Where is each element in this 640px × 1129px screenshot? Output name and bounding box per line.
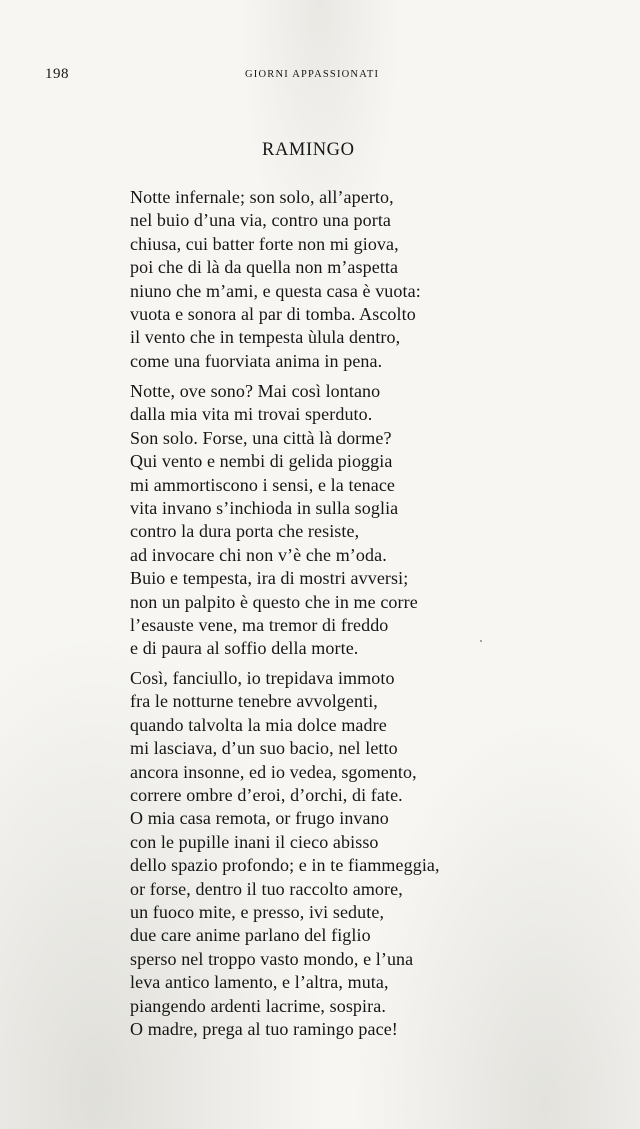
verse-line: non un palpito è questo che in me corre (130, 591, 418, 612)
verse-line: il vento che in tempesta ùlula dentro, (130, 327, 401, 348)
poem-title: RAMINGO (262, 140, 355, 160)
verse-line: Qui vento e nembi di gelida pioggia (130, 451, 393, 472)
verse-line: un fuoco mite, e presso, ivi sedute, (130, 902, 385, 923)
stanza-1 (130, 186, 421, 373)
verse-line: e di paura al soffio della morte. (130, 638, 359, 659)
verse-line: ancora insonne, ed io vedea, sgomento, (130, 761, 417, 782)
verse-line: dalla mia vita mi trovai sperduto. (130, 404, 373, 425)
verse-line: O madre, prega al tuo ramingo pace! (130, 1019, 398, 1040)
stanza-2 (130, 380, 418, 661)
verse-line: Notte infernale; son solo, all’aperto, (130, 187, 394, 207)
verse-line: ad invocare chi non v’è che m’oda. (130, 544, 387, 565)
verse-line: contro la dura porta che resiste, (130, 521, 360, 542)
verse-line: correre ombre d’eroi, d’orchi, di fate. (130, 785, 403, 806)
verse-line: come una fuorviata anima in pena. (130, 350, 383, 371)
verse-line: or forse, dentro il tuo raccolto amore, (130, 878, 403, 899)
page-header (45, 66, 395, 86)
verse-line: Buio e tempesta, ira di mostri avversi; (130, 568, 409, 589)
running-head: GIORNI APPASSIONATI (245, 69, 380, 80)
verse-line: fra le notturne tenebre avvolgenti, (130, 691, 378, 712)
verse-line: mi lasciava, d’un suo bacio, nel letto (130, 738, 398, 759)
verse-line: dello spazio profondo; e in te fiammeggia, (130, 855, 440, 876)
verse-line: quando talvolta la mia dolce madre (130, 714, 387, 735)
verse-line: due care anime parlano del figlio (130, 925, 371, 946)
verse-line: sperso nel troppo vasto mondo, e l’una (130, 948, 414, 969)
page-number: 198 (45, 66, 69, 82)
stanza-3 (130, 667, 440, 1042)
verse-line: vuota e sonora al par di tomba. Ascolto (130, 304, 416, 325)
verse-line: poi che di là da quella non m’aspetta (130, 257, 399, 278)
verse-line: nel buio d’una via, contro una porta (130, 210, 392, 231)
verse-line: l’esauste vene, ma tremor di freddo (130, 615, 389, 636)
verse-line: con le pupille inani il cieco abisso (130, 831, 379, 852)
verse-line: piangendo ardenti lacrime, sospira. (130, 995, 386, 1016)
verse-line: chiusa, cui batter forte non mi giova, (130, 233, 399, 254)
verse-line: mi ammortiscono i sensi, e la tenace (130, 474, 396, 495)
verse-line: niuno che m’ami, e questa casa è vuota: (130, 280, 421, 301)
verse-line: leva antico lamento, e l’altra, muta, (130, 972, 389, 993)
verse-line: vita invano s’inchioda in sulla soglia (130, 498, 399, 519)
verse-line: Notte, ove sono? Mai così lontano (130, 381, 381, 401)
print-speck (480, 640, 482, 642)
verse-line: Così, fanciullo, io trepidava immoto (130, 668, 395, 688)
verse-line: O mia casa remota, or frugo invano (130, 808, 389, 829)
verse-line: Son solo. Forse, una città là dorme? (130, 427, 392, 448)
